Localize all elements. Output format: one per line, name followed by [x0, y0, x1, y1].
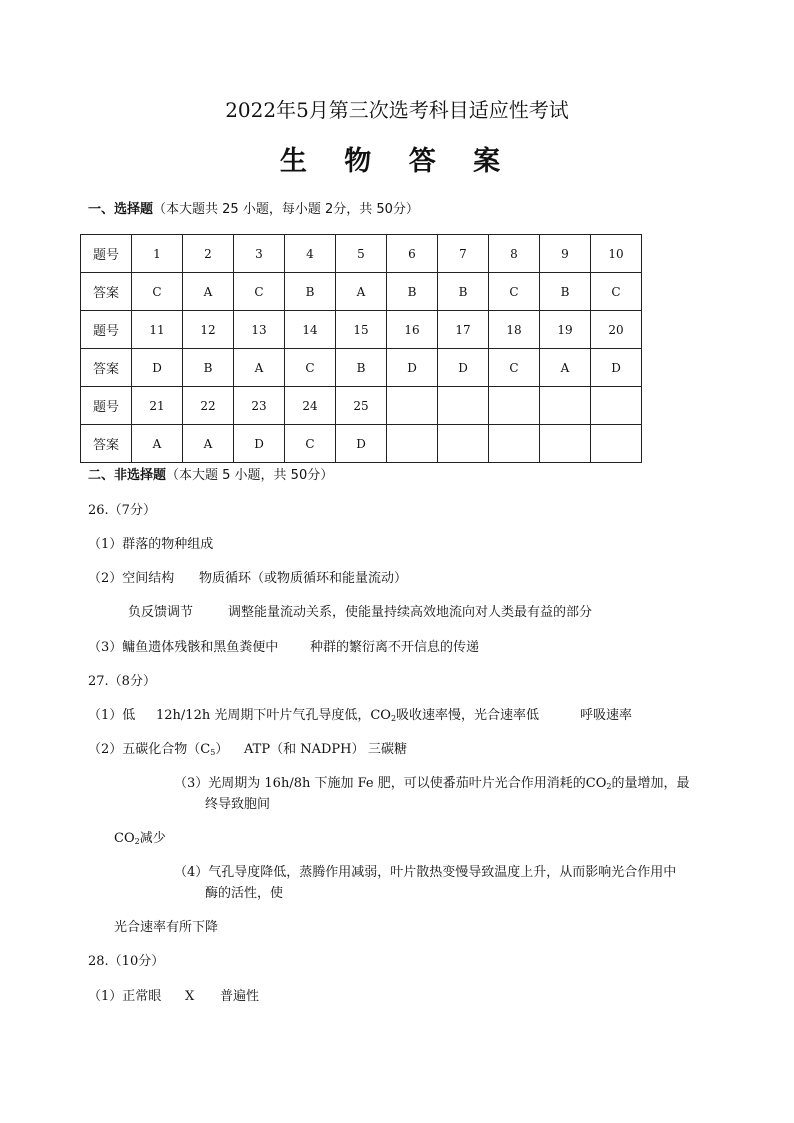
- question-number-cell: 12: [183, 311, 234, 349]
- answer-label: 答案: [81, 349, 132, 387]
- answer-cell: D: [591, 349, 642, 387]
- q27-answer-1b-pre: 12h/12h 光周期下叶片气孔导度低，CO: [156, 708, 391, 723]
- q26-answer-3b: 种群的繁衍离不开信息的传递: [310, 640, 480, 655]
- answer-cell: B: [183, 349, 234, 387]
- q27-answer-2a-pre: （2）五碳化合物（C: [88, 742, 211, 757]
- question-number-cell: 25: [336, 387, 387, 425]
- question-number-cell: 24: [285, 387, 336, 425]
- question-number-cell: 8: [489, 235, 540, 273]
- answer-cell: D: [387, 349, 438, 387]
- section-1-name: 一、选择题: [88, 202, 154, 217]
- question-number-cell: 19: [540, 311, 591, 349]
- answer-cell: B: [336, 349, 387, 387]
- q27-answer-1a: （1）低: [88, 708, 136, 723]
- answer-cell: B: [387, 273, 438, 311]
- question-number-label: 题号: [81, 235, 132, 273]
- q27-answer-1c: 呼吸速率: [580, 708, 633, 723]
- question-number-cell: 7: [438, 235, 489, 273]
- question-number-row: [81, 311, 642, 349]
- answer-cell: A: [132, 425, 183, 463]
- answer-cell: A: [183, 273, 234, 311]
- q26-answer-2b: 物质循环（或物质循环和能量流动）: [199, 571, 408, 586]
- answer-cell: B: [438, 273, 489, 311]
- answer-cell: B: [285, 273, 336, 311]
- q28-answer-1a: （1）正常眼: [88, 989, 162, 1004]
- q27-answer-2a: [88, 742, 228, 761]
- answer-cell: [489, 425, 540, 463]
- answer-label: 答案: [81, 273, 132, 311]
- answer-cell: C: [591, 273, 642, 311]
- q27-answer-3a-pre: （3）光周期为 16h/8h 下施加 Fe 肥，可以使番茄叶片光合作用消耗的CO: [174, 776, 607, 791]
- q27-answer-2a-post: ）: [215, 742, 229, 757]
- question-number-cell: 17: [438, 311, 489, 349]
- section-2-name: 二、非选择题: [88, 468, 167, 483]
- question-number-cell: 22: [183, 387, 234, 425]
- question-number-cell: 2: [183, 235, 234, 273]
- answer-subtitle: 生 物 答 案: [279, 146, 515, 177]
- question-number-label: 题号: [81, 387, 132, 425]
- question-number-row: [81, 235, 642, 273]
- q27-answer-3c-post: 减少: [139, 831, 166, 846]
- q27-answer-1b-post: 吸收速率慢，光合速率低: [396, 708, 540, 723]
- q28-answer-1b: X: [185, 989, 195, 1004]
- question-number-cell: [438, 387, 489, 425]
- question-number-cell: 9: [540, 235, 591, 273]
- question-number-cell: [591, 387, 642, 425]
- section-2-heading: [88, 468, 333, 484]
- question-number-cell: 6: [387, 235, 438, 273]
- q27-answer-2c: 三碳糖: [368, 742, 408, 757]
- question-number-cell: 1: [132, 235, 183, 273]
- answer-cell: A: [234, 349, 285, 387]
- section-1-heading: [88, 202, 419, 218]
- question-number-label: 题号: [81, 311, 132, 349]
- question-number-row: [81, 387, 642, 425]
- answer-cell: D: [336, 425, 387, 463]
- answer-row: [81, 273, 642, 311]
- q27-answer-1b: [156, 708, 539, 727]
- question-number-cell: 15: [336, 311, 387, 349]
- q27-answer-3c-pre: CO: [114, 831, 135, 846]
- answer-cell: [591, 425, 642, 463]
- answer-cell: D: [132, 349, 183, 387]
- answer-cell: C: [132, 273, 183, 311]
- q26-answer-1: （1）群落的物种组成: [88, 537, 214, 552]
- answer-table: [80, 234, 642, 463]
- question-number-cell: [387, 387, 438, 425]
- section-2-note: （本大题 5 小题，共 50分）: [166, 468, 334, 483]
- q27-answer-3a-post: 的量增加，最: [611, 776, 690, 791]
- question-number-cell: 13: [234, 311, 285, 349]
- answer-cell: D: [438, 349, 489, 387]
- question-number-cell: 20: [591, 311, 642, 349]
- q26-answer-2d: 调整能量流动关系，使能量持续高效地流向对人类最有益的部分: [228, 605, 593, 620]
- question-number-cell: 23: [234, 387, 285, 425]
- question-number-cell: 16: [387, 311, 438, 349]
- exam-title: 2022年5月第三次选考科目适应性考试: [225, 98, 569, 122]
- question-number-cell: 4: [285, 235, 336, 273]
- q27-answer-3c-sub: 2: [134, 837, 140, 846]
- q28-heading: 28.（10分）: [88, 954, 165, 969]
- answer-cell: C: [489, 273, 540, 311]
- q26-answer-2a: （2）空间结构: [88, 571, 175, 586]
- question-number-cell: 21: [132, 387, 183, 425]
- q27-answer-2b: ATP（和 NADPH）: [244, 742, 365, 757]
- q27-answer-1b-sub: 2: [390, 714, 397, 723]
- answer-cell: C: [285, 349, 336, 387]
- answer-label: 答案: [81, 425, 132, 463]
- answer-cell: B: [540, 273, 591, 311]
- q27-answer-2a-sub: 5: [210, 748, 216, 757]
- q27-answer-3b: 终导致胞间: [205, 797, 271, 812]
- question-number-cell: 5: [336, 235, 387, 273]
- q27-heading: 27.（8分）: [88, 674, 156, 689]
- answer-cell: [387, 425, 438, 463]
- q27-answer-3a-sub: 2: [606, 782, 612, 791]
- answer-cell: A: [336, 273, 387, 311]
- answer-cell: [540, 425, 591, 463]
- q26-answer-2c: 负反馈调节: [128, 605, 194, 620]
- answer-row: [81, 425, 642, 463]
- q27-answer-3a: [174, 776, 689, 795]
- question-number-cell: 11: [132, 311, 183, 349]
- answer-cell: C: [285, 425, 336, 463]
- question-number-cell: [540, 387, 591, 425]
- q27-answer-4b: 酶的活性，使: [205, 886, 284, 901]
- answer-cell: D: [234, 425, 285, 463]
- question-number-cell: 10: [591, 235, 642, 273]
- q28-answer-1c: 普遍性: [220, 989, 260, 1004]
- q27-answer-3c: [114, 831, 166, 850]
- answer-cell: C: [234, 273, 285, 311]
- question-number-cell: 18: [489, 311, 540, 349]
- answer-cell: A: [540, 349, 591, 387]
- q26-heading: 26.（7分）: [88, 503, 156, 518]
- question-number-cell: 3: [234, 235, 285, 273]
- answer-cell: C: [489, 349, 540, 387]
- question-number-cell: [489, 387, 540, 425]
- answer-cell: A: [183, 425, 234, 463]
- answer-cell: [438, 425, 489, 463]
- section-1-note: （本大题共 25 小题，每小题 2分，共 50分）: [153, 202, 419, 217]
- q27-answer-4c: 光合速率有所下降: [114, 920, 219, 935]
- answer-row: [81, 349, 642, 387]
- question-number-cell: 14: [285, 311, 336, 349]
- q27-answer-4a: （4）气孔导度降低，蒸腾作用减弱，叶片散热变慢导致温度上升，从而影响光合作用中: [174, 865, 677, 880]
- q26-answer-3a: （3）鳙鱼遗体残骸和黑鱼粪便中: [88, 640, 279, 655]
